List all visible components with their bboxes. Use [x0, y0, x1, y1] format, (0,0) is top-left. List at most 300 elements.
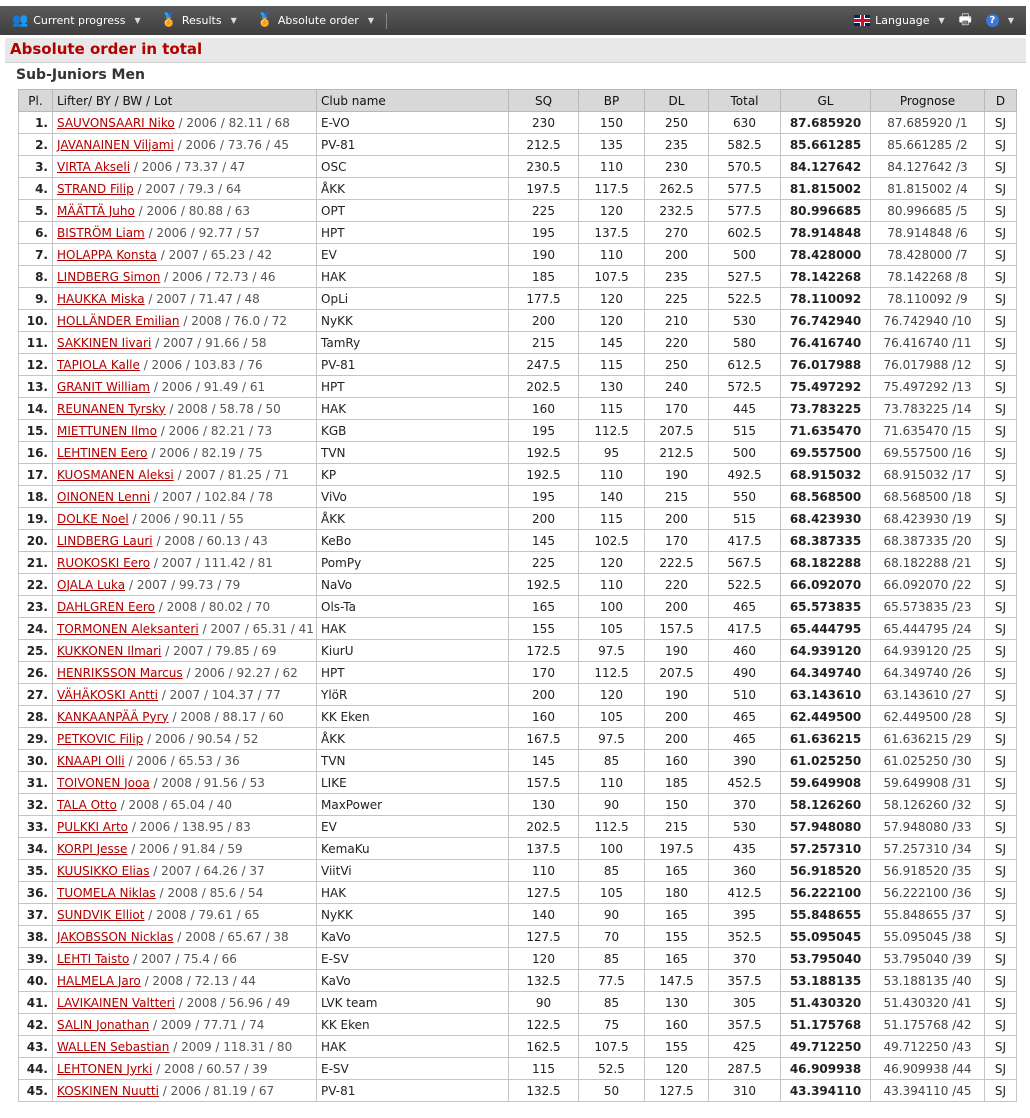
bp-cell: 112.5 [579, 662, 645, 684]
lifter-link[interactable]: KUOSMANEN Aleksi [57, 467, 174, 482]
club-cell: ÅKK [317, 728, 509, 750]
bp-cell: 120 [579, 684, 645, 706]
lifter-link[interactable]: STRAND Filip [57, 181, 134, 196]
place-cell: 1. [19, 112, 53, 134]
gl-cell: 57.257310 [781, 838, 871, 860]
place-cell: 45. [19, 1080, 53, 1102]
place-cell: 19. [19, 508, 53, 530]
division-cell: SJ [985, 926, 1017, 948]
place-cell: 26. [19, 662, 53, 684]
gl-cell: 65.444795 [781, 618, 871, 640]
lifter-cell [53, 156, 317, 178]
sq-cell: 160 [509, 706, 579, 728]
division-cell: SJ [985, 244, 1017, 266]
header-lifter[interactable]: Lifter/ BY / BW / Lot [53, 90, 317, 112]
lifter-link[interactable]: HALMELA Jaro [57, 973, 141, 988]
lifter-cell [53, 816, 317, 838]
prognose-cell: 78.142268 /8 [871, 266, 985, 288]
lifter-link[interactable]: GRANIT William [57, 379, 150, 394]
club-cell: YlöR [317, 684, 509, 706]
menu-absolute-order[interactable] [245, 6, 382, 35]
prognose-cell: 73.783225 /14 [871, 398, 985, 420]
gl-cell: 51.430320 [781, 992, 871, 1014]
lifter-link[interactable]: SAKKINEN Iivari [57, 335, 152, 350]
table-row [19, 156, 1017, 178]
table-header-row [19, 90, 1017, 112]
table-row [19, 266, 1017, 288]
dl-cell: 207.5 [645, 662, 709, 684]
lifter-link[interactable]: HOLLÄNDER Emilian [57, 313, 180, 328]
division-cell: SJ [985, 112, 1017, 134]
club-cell: KP [317, 464, 509, 486]
sq-cell: 167.5 [509, 728, 579, 750]
lifter-link[interactable]: SAUVONSAARI Niko [57, 115, 175, 130]
menu-language-label: Language [875, 14, 930, 27]
lifter-meta: / 2007 / 99.73 / 79 [125, 577, 241, 592]
lifter-meta: / 2008 / 58.78 / 50 [165, 401, 281, 416]
division-cell: SJ [985, 464, 1017, 486]
uk-flag-icon [854, 15, 870, 26]
prognose-cell: 69.557500 /16 [871, 442, 985, 464]
prognose-cell: 81.815002 /4 [871, 178, 985, 200]
dl-cell: 147.5 [645, 970, 709, 992]
prognose-cell: 66.092070 /22 [871, 574, 985, 596]
division-cell: SJ [985, 1058, 1017, 1080]
bp-cell: 105 [579, 882, 645, 904]
total-cell: 465 [709, 596, 781, 618]
lifter-meta: / 2006 / 92.27 / 62 [182, 665, 298, 680]
lifter-meta: / 2006 / 90.11 / 55 [128, 511, 244, 526]
gl-cell: 66.092070 [781, 574, 871, 596]
lifter-meta: / 2006 / 82.11 / 68 [174, 115, 290, 130]
lifter-cell [53, 684, 317, 706]
place-cell: 11. [19, 332, 53, 354]
gl-cell: 51.175768 [781, 1014, 871, 1036]
lifter-meta: / 2006 / 80.88 / 63 [134, 203, 250, 218]
lifter-cell [53, 706, 317, 728]
dl-cell: 235 [645, 134, 709, 156]
table-row [19, 904, 1017, 926]
gl-cell: 53.188135 [781, 970, 871, 992]
sq-cell: 110 [509, 860, 579, 882]
table-row [19, 552, 1017, 574]
prognose-cell: 68.568500 /18 [871, 486, 985, 508]
club-cell: PV-81 [317, 354, 509, 376]
header-dl[interactable]: DL [645, 90, 709, 112]
lifter-link[interactable]: DOLKE Noel [57, 511, 129, 526]
table-row [19, 354, 1017, 376]
sq-cell: 230 [509, 112, 579, 134]
total-cell: 435 [709, 838, 781, 860]
dl-cell: 220 [645, 332, 709, 354]
dl-cell: 262.5 [645, 178, 709, 200]
place-cell: 38. [19, 926, 53, 948]
bp-cell: 120 [579, 200, 645, 222]
sq-cell: 130 [509, 794, 579, 816]
lifter-cell [53, 178, 317, 200]
lifter-cell [53, 464, 317, 486]
lifter-cell [53, 310, 317, 332]
lifter-link[interactable]: HOLAPPA Konsta [57, 247, 157, 262]
gl-cell: 80.996685 [781, 200, 871, 222]
total-cell: 370 [709, 948, 781, 970]
lifter-cell [53, 904, 317, 926]
bp-cell: 95 [579, 442, 645, 464]
lifter-link[interactable]: TUOMELA Niklas [57, 885, 156, 900]
total-cell: 567.5 [709, 552, 781, 574]
total-cell: 465 [709, 706, 781, 728]
place-cell: 22. [19, 574, 53, 596]
lifter-link[interactable]: KANKAANPÄÄ Pyry [57, 709, 169, 724]
page-title: Absolute order in total [10, 40, 203, 58]
lifter-cell [53, 1080, 317, 1102]
division-cell: SJ [985, 882, 1017, 904]
lifter-link[interactable]: LEHTONEN Jyrki [57, 1061, 153, 1076]
header-prognose[interactable]: Prognose [871, 90, 985, 112]
club-cell: HAK [317, 398, 509, 420]
lifter-meta: / 2007 / 79.85 / 69 [161, 643, 277, 658]
lifter-cell [53, 376, 317, 398]
gl-cell: 49.712250 [781, 1036, 871, 1058]
division-cell: SJ [985, 354, 1017, 376]
bp-cell: 110 [579, 244, 645, 266]
prognose-cell: 55.848655 /37 [871, 904, 985, 926]
prognose-cell: 87.685920 /1 [871, 112, 985, 134]
prognose-cell: 63.143610 /27 [871, 684, 985, 706]
bp-cell: 70 [579, 926, 645, 948]
table-row [19, 420, 1017, 442]
sq-cell: 225 [509, 200, 579, 222]
total-cell: 395 [709, 904, 781, 926]
dl-cell: 225 [645, 288, 709, 310]
place-cell: 18. [19, 486, 53, 508]
help-icon[interactable]: ? [986, 14, 999, 27]
club-cell: ÅKK [317, 508, 509, 530]
lifter-link[interactable]: HENRIKSSON Marcus [57, 665, 183, 680]
gl-cell: 62.449500 [781, 706, 871, 728]
sq-cell: 115 [509, 1058, 579, 1080]
sq-cell: 165 [509, 596, 579, 618]
bp-cell: 52.5 [579, 1058, 645, 1080]
prognose-cell: 84.127642 /3 [871, 156, 985, 178]
header-gl[interactable]: GL [781, 90, 871, 112]
table-row [19, 134, 1017, 156]
club-cell: EV [317, 244, 509, 266]
lifter-link[interactable]: MÄÄTTÄ Juho [57, 203, 135, 218]
header-pl[interactable]: Pl. [19, 90, 53, 112]
place-cell: 35. [19, 860, 53, 882]
prognose-cell: 78.110092 /9 [871, 288, 985, 310]
table-row [19, 706, 1017, 728]
lifter-link[interactable]: OJALA Luka [57, 577, 126, 592]
lifter-cell [53, 222, 317, 244]
dl-cell: 185 [645, 772, 709, 794]
division-cell: SJ [985, 904, 1017, 926]
place-cell: 4. [19, 178, 53, 200]
lifter-link[interactable]: VÄHÄKOSKI Antti [57, 687, 158, 702]
club-cell: HAK [317, 1036, 509, 1058]
header-d[interactable]: D [985, 90, 1017, 112]
header-club[interactable]: Club name [317, 90, 509, 112]
lifter-cell [53, 728, 317, 750]
sq-cell: 200 [509, 684, 579, 706]
dl-cell: 215 [645, 486, 709, 508]
lifter-link[interactable]: LAVIKAINEN Valtteri [57, 995, 175, 1010]
lifter-meta: / 2007 / 64.26 / 37 [149, 863, 265, 878]
sq-cell: 155 [509, 618, 579, 640]
bp-cell: 90 [579, 904, 645, 926]
sq-cell: 90 [509, 992, 579, 1014]
lifter-link[interactable]: DAHLGREN Eero [57, 599, 155, 614]
gl-cell: 81.815002 [781, 178, 871, 200]
dl-cell: 200 [645, 706, 709, 728]
club-cell: ViitVi [317, 860, 509, 882]
lifter-cell [53, 640, 317, 662]
gl-cell: 57.948080 [781, 816, 871, 838]
table-row [19, 728, 1017, 750]
main-menu [0, 6, 387, 35]
lifter-link[interactable]: REUNANEN Tyrsky [57, 401, 166, 416]
lifter-cell [53, 882, 317, 904]
bp-cell: 110 [579, 574, 645, 596]
page-title-bar [5, 38, 1026, 63]
prognose-cell: 61.636215 /29 [871, 728, 985, 750]
bp-cell: 85 [579, 948, 645, 970]
sq-cell: 137.5 [509, 838, 579, 860]
sq-cell: 185 [509, 266, 579, 288]
total-cell: 452.5 [709, 772, 781, 794]
table-row [19, 442, 1017, 464]
lifter-link[interactable]: JAVANAINEN Viljami [57, 137, 174, 152]
gl-cell: 84.127642 [781, 156, 871, 178]
lifter-link[interactable]: MIETTUNEN Ilmo [57, 423, 157, 438]
sq-cell: 177.5 [509, 288, 579, 310]
lifter-link[interactable]: PETKOVIC Filip [57, 731, 144, 746]
dl-cell: 157.5 [645, 618, 709, 640]
table-row [19, 926, 1017, 948]
club-cell: KemaKu [317, 838, 509, 860]
total-cell: 515 [709, 508, 781, 530]
total-cell: 370 [709, 794, 781, 816]
table-row [19, 794, 1017, 816]
medal-icon: 🏅 [160, 13, 177, 28]
header-sq[interactable]: SQ [509, 90, 579, 112]
bp-cell: 107.5 [579, 1036, 645, 1058]
division-cell: SJ [985, 1014, 1017, 1036]
chevron-down-icon[interactable]: ▼ [1007, 16, 1014, 25]
lifter-link[interactable]: KNAAPI Olli [57, 753, 125, 768]
lifter-link[interactable]: TALA Otto [57, 797, 117, 812]
bp-cell: 150 [579, 112, 645, 134]
sq-cell: 122.5 [509, 1014, 579, 1036]
lifter-meta: / 2006 / 73.76 / 45 [173, 137, 290, 152]
place-cell: 36. [19, 882, 53, 904]
lifter-cell [53, 926, 317, 948]
dl-cell: 155 [645, 1036, 709, 1058]
sq-cell: 247.5 [509, 354, 579, 376]
lifter-cell [53, 1014, 317, 1036]
total-cell: 417.5 [709, 530, 781, 552]
lifter-cell [53, 794, 317, 816]
gl-cell: 68.915032 [781, 464, 871, 486]
club-cell: OSC [317, 156, 509, 178]
total-cell: 580 [709, 332, 781, 354]
table-row [19, 860, 1017, 882]
lifter-link[interactable]: KOSKINEN Nuutti [57, 1083, 159, 1098]
total-cell: 425 [709, 1036, 781, 1058]
dl-cell: 190 [645, 684, 709, 706]
bp-cell: 115 [579, 508, 645, 530]
lifter-cell [53, 420, 317, 442]
dl-cell: 215 [645, 816, 709, 838]
place-cell: 12. [19, 354, 53, 376]
sq-cell: 212.5 [509, 134, 579, 156]
lifter-link[interactable]: TORMONEN Aleksanteri [57, 621, 199, 636]
prognose-cell: 58.126260 /32 [871, 794, 985, 816]
printer-icon[interactable]: 🖶 [958, 11, 972, 28]
prognose-cell: 78.428000 /7 [871, 244, 985, 266]
sq-cell: 202.5 [509, 376, 579, 398]
prognose-cell: 57.257310 /34 [871, 838, 985, 860]
lifter-link[interactable]: OINONEN Lenni [57, 489, 151, 504]
dl-cell: 200 [645, 508, 709, 530]
lifter-meta: / 2008 / 91.56 / 53 [149, 775, 265, 790]
club-cell: HAK [317, 618, 509, 640]
place-cell: 37. [19, 904, 53, 926]
gl-cell: 56.918520 [781, 860, 871, 882]
place-cell: 27. [19, 684, 53, 706]
lifter-link[interactable]: LINDBERG Simon [57, 269, 161, 284]
gl-cell: 63.143610 [781, 684, 871, 706]
division-cell: SJ [985, 1080, 1017, 1102]
lifter-meta: / 2008 / 65.04 / 40 [116, 797, 232, 812]
lifter-link[interactable]: SALIN Jonathan [57, 1017, 150, 1032]
lifter-meta: / 2006 / 82.19 / 75 [147, 445, 263, 460]
lifter-link[interactable]: HAUKKA Miska [57, 291, 145, 306]
bp-cell: 120 [579, 288, 645, 310]
place-cell: 23. [19, 596, 53, 618]
menu-results[interactable] [149, 6, 245, 35]
menu-current-progress[interactable] [0, 6, 149, 35]
header-total[interactable]: Total [709, 90, 781, 112]
bp-cell: 97.5 [579, 640, 645, 662]
table-row [19, 574, 1017, 596]
prognose-cell: 57.948080 /33 [871, 816, 985, 838]
dl-cell: 150 [645, 794, 709, 816]
dl-cell: 235 [645, 266, 709, 288]
lifter-link[interactable]: KUUSIKKO Elias [57, 863, 150, 878]
division-cell: SJ [985, 134, 1017, 156]
prognose-cell: 56.222100 /36 [871, 882, 985, 904]
sq-cell: 202.5 [509, 816, 579, 838]
dl-cell: 180 [645, 882, 709, 904]
table-row [19, 750, 1017, 772]
total-cell: 630 [709, 112, 781, 134]
lifter-link[interactable]: BISTRÖM Liam [57, 225, 145, 240]
place-cell: 29. [19, 728, 53, 750]
lifter-link[interactable]: TOIVONEN Jooa [57, 775, 150, 790]
club-cell: KaVo [317, 970, 509, 992]
lifter-link[interactable]: JAKOBSSON Nicklas [57, 929, 174, 944]
total-cell: 500 [709, 244, 781, 266]
lifter-link[interactable]: LEHTI Taisto [57, 951, 130, 966]
division-cell: SJ [985, 376, 1017, 398]
division-cell: SJ [985, 838, 1017, 860]
prognose-cell: 64.349740 /26 [871, 662, 985, 684]
lifter-link[interactable]: TAPIOLA Kalle [57, 357, 140, 372]
prognose-cell: 43.394110 /45 [871, 1080, 985, 1102]
sq-cell: 145 [509, 530, 579, 552]
gl-cell: 85.661285 [781, 134, 871, 156]
prognose-cell: 80.996685 /5 [871, 200, 985, 222]
place-cell: 3. [19, 156, 53, 178]
table-row [19, 178, 1017, 200]
sq-cell: 172.5 [509, 640, 579, 662]
dl-cell: 200 [645, 728, 709, 750]
people-icon: 👥 [12, 13, 29, 28]
header-bp[interactable]: BP [579, 90, 645, 112]
gl-cell: 71.635470 [781, 420, 871, 442]
bp-cell: 85 [579, 860, 645, 882]
lifter-link[interactable]: RUOKOSKI Eero [57, 555, 151, 570]
lifter-meta: / 2008 / 76.0 / 72 [179, 313, 288, 328]
dl-cell: 120 [645, 1058, 709, 1080]
division-cell: SJ [985, 574, 1017, 596]
lifter-link[interactable]: PULKKI Arto [57, 819, 128, 834]
lifter-link[interactable]: KORPI Jesse [57, 841, 128, 856]
lifter-meta: / 2007 / 111.42 / 81 [150, 555, 273, 570]
table-row [19, 1058, 1017, 1080]
lifter-link[interactable]: SUNDVIK Elliot [57, 907, 145, 922]
lifter-meta: / 2008 / 79.61 / 65 [144, 907, 260, 922]
place-cell: 6. [19, 222, 53, 244]
division-cell: SJ [985, 266, 1017, 288]
lifter-link[interactable]: LINDBERG Lauri [57, 533, 153, 548]
sq-cell: 200 [509, 508, 579, 530]
place-cell: 28. [19, 706, 53, 728]
division-cell: SJ [985, 948, 1017, 970]
lifter-link[interactable]: WALLEN Sebastian [57, 1039, 170, 1054]
dl-cell: 250 [645, 112, 709, 134]
sq-cell: 200 [509, 310, 579, 332]
menu-language[interactable] [854, 6, 944, 35]
division-cell: SJ [985, 288, 1017, 310]
dl-cell: 170 [645, 530, 709, 552]
table-row [19, 948, 1017, 970]
total-cell: 570.5 [709, 156, 781, 178]
place-cell: 8. [19, 266, 53, 288]
division-cell: SJ [985, 860, 1017, 882]
total-cell: 515 [709, 420, 781, 442]
club-cell: NyKK [317, 310, 509, 332]
total-cell: 510 [709, 684, 781, 706]
table-row [19, 640, 1017, 662]
table-row [19, 244, 1017, 266]
bp-cell: 105 [579, 706, 645, 728]
lifter-link[interactable]: LEHTINEN Eero [57, 445, 148, 460]
club-cell: OpLi [317, 288, 509, 310]
lifter-link[interactable]: KUKKONEN Ilmari [57, 643, 162, 658]
club-cell: PomPy [317, 552, 509, 574]
total-cell: 357.5 [709, 970, 781, 992]
dl-cell: 200 [645, 596, 709, 618]
bp-cell: 112.5 [579, 420, 645, 442]
lifter-link[interactable]: VIRTA Akseli [57, 159, 131, 174]
lifter-meta: / 2006 / 138.95 / 83 [128, 819, 251, 834]
sq-cell: 215 [509, 332, 579, 354]
bp-cell: 75 [579, 1014, 645, 1036]
club-cell: E-SV [317, 948, 509, 970]
